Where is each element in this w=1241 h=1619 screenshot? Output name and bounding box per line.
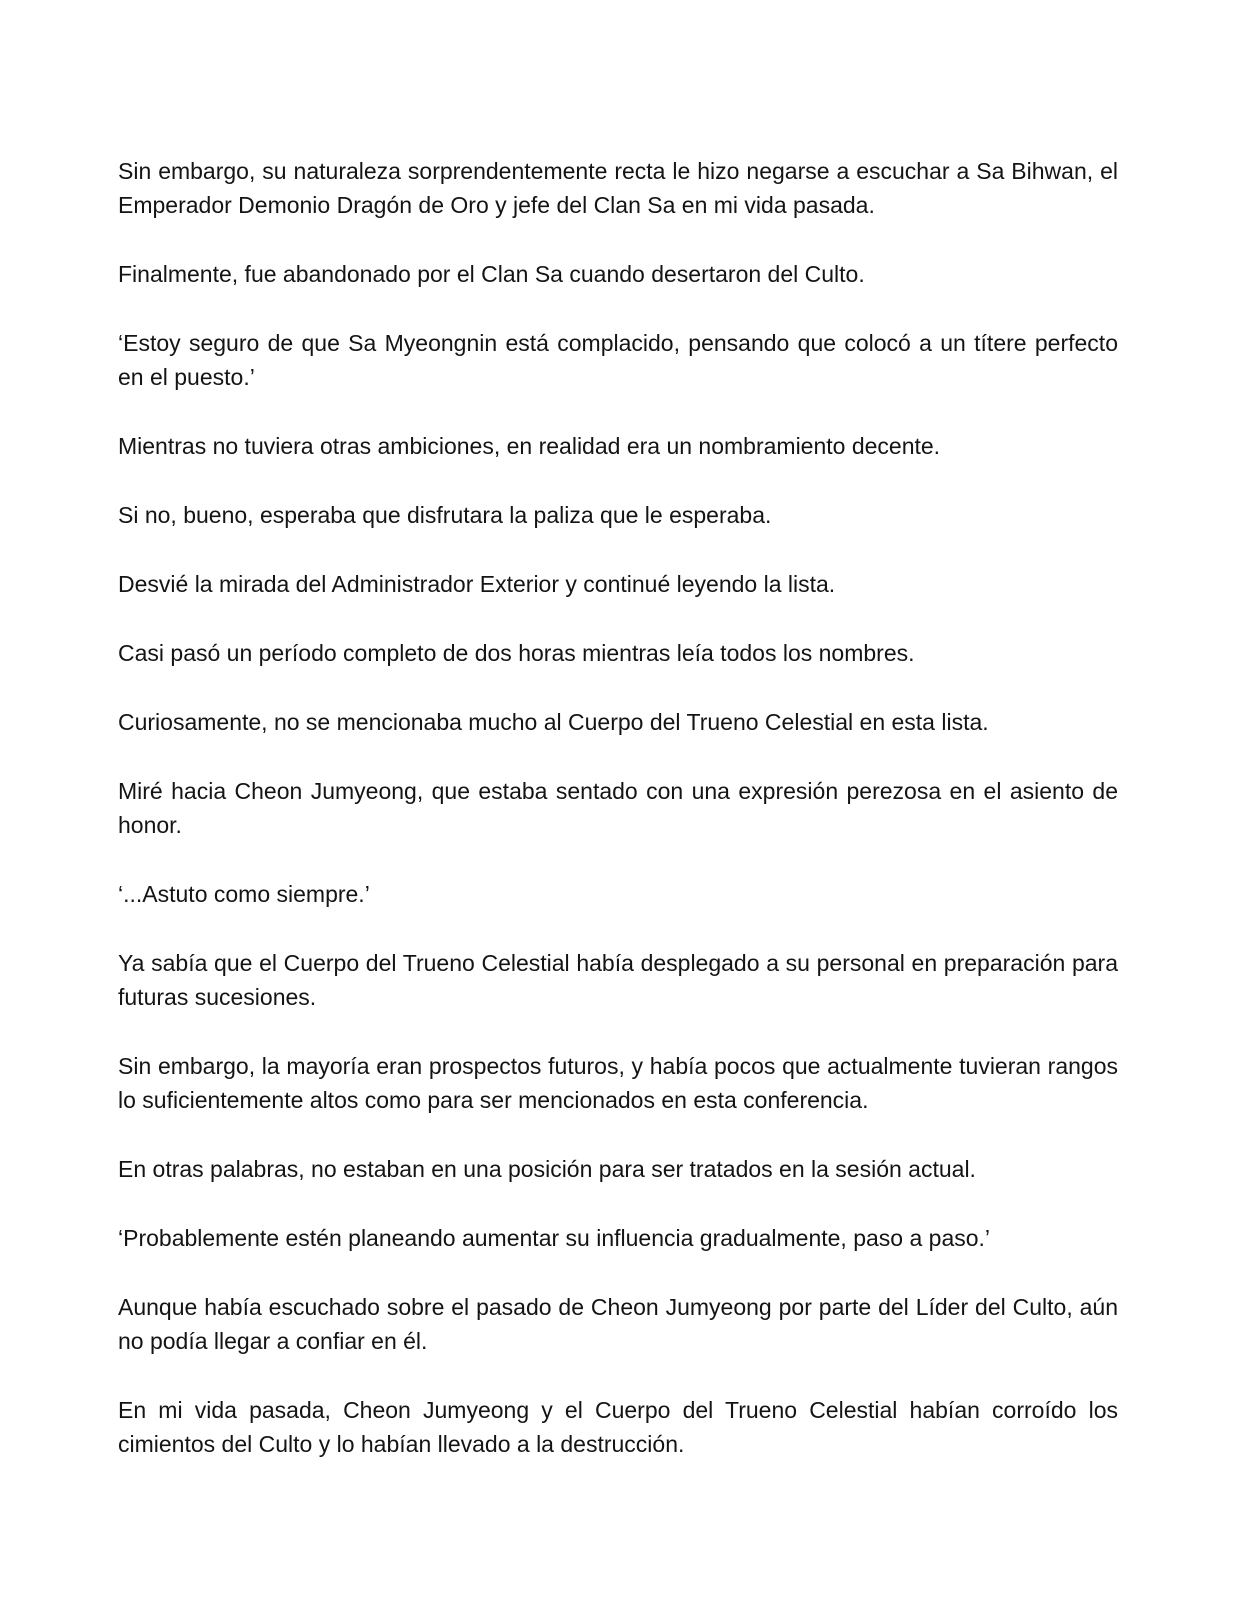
- paragraph: Casi pasó un período completo de dos horas mientras leía todos los nombres.: [118, 640, 915, 666]
- paragraph: ‘...Astuto como siempre.’: [118, 881, 370, 907]
- paragraph: Mientras no tuviera otras ambiciones, en realidad era un nombramiento decente.: [118, 433, 941, 459]
- paragraph: Miré hacia Cheon Jumyeong, que estaba sentado con una expresión perezosa en el asiento de honor.: [118, 778, 1118, 838]
- paragraph: En otras palabras, no estaban en una posición para ser tratados en la sesión actual.: [118, 1156, 976, 1182]
- paragraph: Sin embargo, su naturaleza sorprendentemente recta le hizo negarse a escuchar a Sa Bihwan, el Emperador Demonio Dragón de Oro y jefe del Clan Sa en mi vida pasada.: [118, 158, 1118, 218]
- paragraph: Ya sabía que el Cuerpo del Trueno Celestial había desplegado a su personal en preparación para futuras sucesiones.: [118, 950, 1118, 1010]
- document-body: [118, 154, 1118, 1461]
- paragraph: Desvié la mirada del Administrador Exterior y continué leyendo la lista.: [118, 571, 836, 597]
- paragraph: ‘Probablemente estén planeando aumentar su influencia gradualmente, paso a paso.’: [118, 1225, 991, 1251]
- paragraph: ‘Estoy seguro de que Sa Myeongnin está complacido, pensando que colocó a un títere perfecto en el puesto.’: [118, 330, 1118, 390]
- paragraph: En mi vida pasada, Cheon Jumyeong y el Cuerpo del Trueno Celestial habían corroído los cimientos del Culto y lo habían llevado a la destrucción.: [118, 1397, 1118, 1457]
- paragraph: Sin embargo, la mayoría eran prospectos futuros, y había pocos que actualmente tuvieran rangos lo suficientemente altos como para ser mencionados en esta conferencia.: [118, 1053, 1118, 1113]
- paragraph: Finalmente, fue abandonado por el Clan Sa cuando desertaron del Culto.: [118, 261, 865, 287]
- paragraph: Si no, bueno, esperaba que disfrutara la paliza que le esperaba.: [118, 502, 772, 528]
- paragraph: Aunque había escuchado sobre el pasado de Cheon Jumyeong por parte del Líder del Culto, aún no podía llegar a confiar en él.: [118, 1294, 1118, 1354]
- paragraph: Curiosamente, no se mencionaba mucho al Cuerpo del Trueno Celestial en esta lista.: [118, 709, 989, 735]
